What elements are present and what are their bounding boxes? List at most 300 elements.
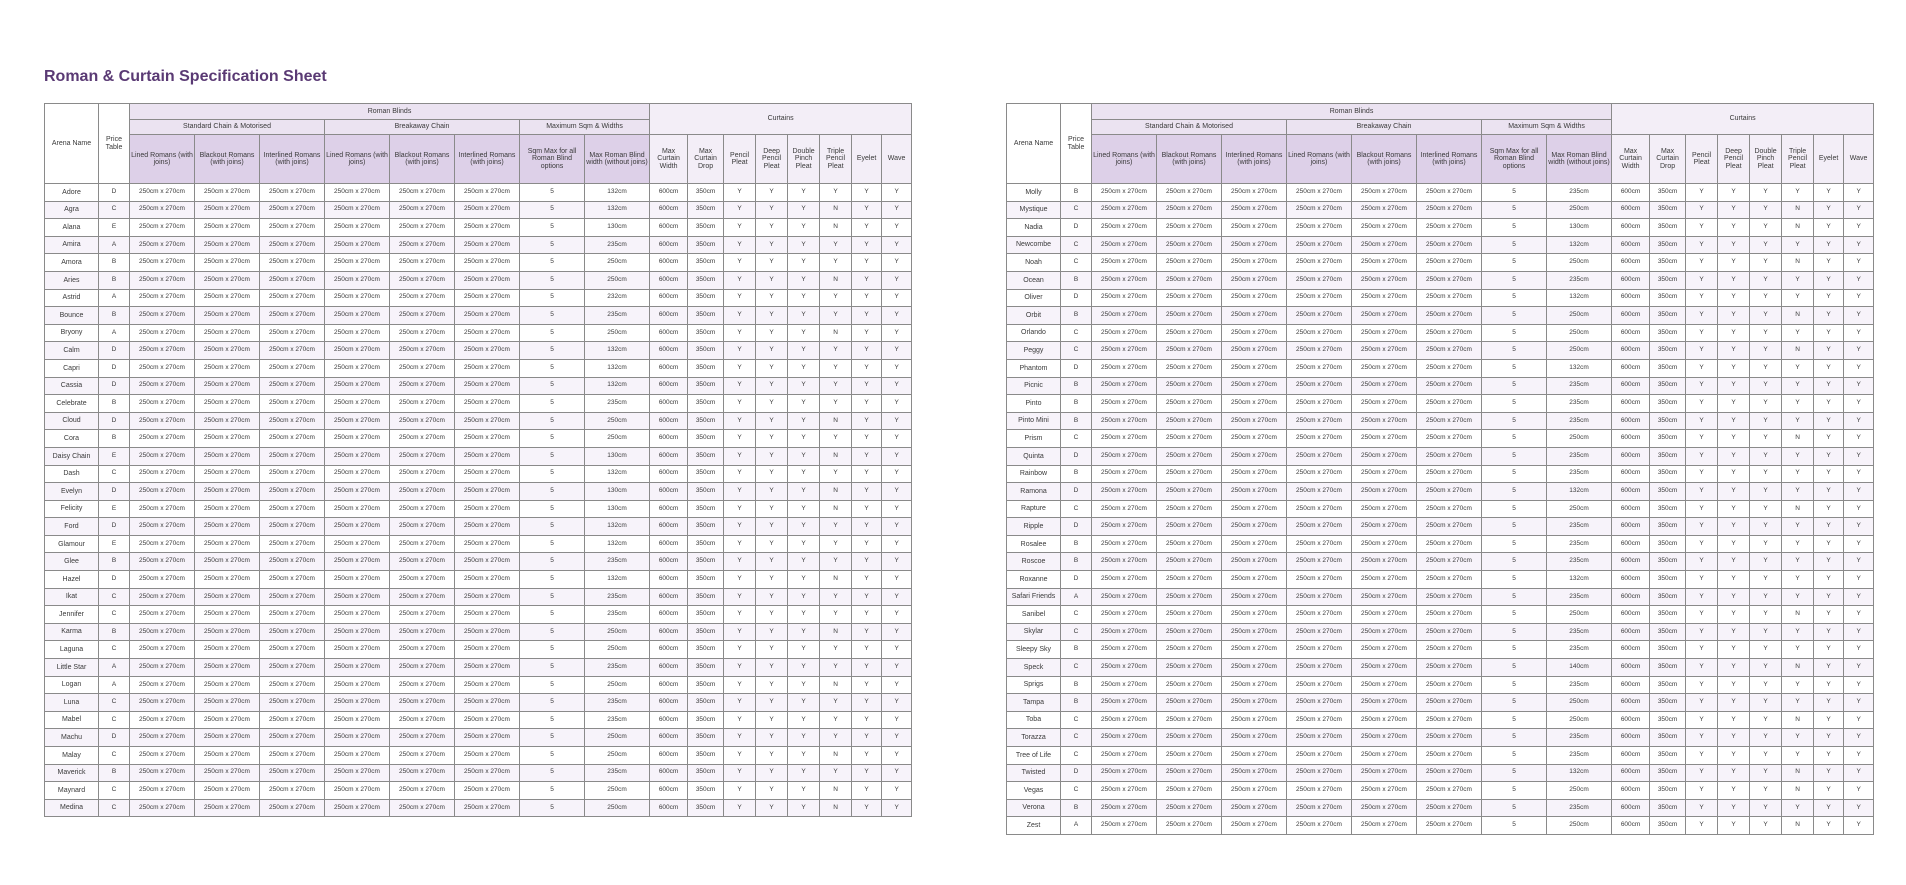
table-cell: 250cm x 270cm bbox=[1222, 324, 1287, 342]
table-cell: 250cm x 270cm bbox=[455, 324, 520, 342]
table-cell: 250cm x 270cm bbox=[1157, 764, 1222, 782]
price-table-cell: D bbox=[99, 483, 130, 501]
table-cell: 600cm bbox=[1612, 641, 1650, 659]
table-cell: Y bbox=[1814, 641, 1844, 659]
table-cell: Y bbox=[1718, 571, 1750, 589]
price-table-cell: D bbox=[1061, 764, 1092, 782]
table-cell: 250cm x 270cm bbox=[1352, 324, 1417, 342]
table-row bbox=[45, 571, 912, 589]
table-cell: 250cm x 270cm bbox=[1157, 659, 1222, 677]
table-cell: Y bbox=[820, 254, 852, 272]
table-cell: Y bbox=[1782, 324, 1814, 342]
table-cell: Y bbox=[756, 201, 788, 219]
table-cell: Y bbox=[1844, 395, 1874, 413]
table-cell: 250cm x 270cm bbox=[390, 553, 455, 571]
table-cell: 5 bbox=[520, 500, 585, 518]
table-cell: 250cm x 270cm bbox=[1222, 782, 1287, 800]
table-cell: 250cm x 270cm bbox=[195, 588, 260, 606]
table-cell: 350cm bbox=[1650, 588, 1686, 606]
table-cell: Y bbox=[788, 359, 820, 377]
table-cell: 250cm x 270cm bbox=[1417, 395, 1482, 413]
table-cell: 250cm x 270cm bbox=[1222, 641, 1287, 659]
table-cell: Y bbox=[1750, 518, 1782, 536]
table-cell: Y bbox=[756, 184, 788, 202]
table-cell: Y bbox=[788, 465, 820, 483]
table-cell: Y bbox=[882, 201, 912, 219]
table-cell: 250cm x 270cm bbox=[455, 377, 520, 395]
price-table-cell: C bbox=[1061, 782, 1092, 800]
table-cell: 250cm x 270cm bbox=[1287, 201, 1352, 219]
spec-table-right bbox=[1006, 103, 1874, 835]
table-cell: Y bbox=[724, 711, 756, 729]
table-cell: 250cm x 270cm bbox=[390, 184, 455, 202]
table-cell: Y bbox=[724, 184, 756, 202]
table-cell: 600cm bbox=[1612, 782, 1650, 800]
table-row bbox=[45, 184, 912, 202]
table-cell: 250cm x 270cm bbox=[455, 606, 520, 624]
table-cell: Y bbox=[1782, 535, 1814, 553]
col-header: Interlined Romans (with joins) bbox=[455, 135, 520, 184]
table-cell: 250cm x 270cm bbox=[325, 782, 390, 800]
arena-name-cell: Adore bbox=[45, 184, 99, 202]
arena-name-cell: Picnic bbox=[1007, 377, 1061, 395]
table-cell: Y bbox=[882, 307, 912, 325]
table-cell: 250cm x 270cm bbox=[390, 324, 455, 342]
table-cell: 250cm bbox=[585, 799, 650, 817]
table-cell: 250cm x 270cm bbox=[1092, 395, 1157, 413]
table-cell: 250cm x 270cm bbox=[1417, 289, 1482, 307]
table-cell: N bbox=[1782, 606, 1814, 624]
table-cell: 350cm bbox=[688, 395, 724, 413]
table-cell: 250cm x 270cm bbox=[390, 412, 455, 430]
table-cell: Y bbox=[852, 535, 882, 553]
table-cell: 600cm bbox=[650, 184, 688, 202]
table-cell: Y bbox=[882, 289, 912, 307]
table-cell: 250cm x 270cm bbox=[1092, 588, 1157, 606]
table-cell: 250cm x 270cm bbox=[325, 324, 390, 342]
table-row bbox=[45, 324, 912, 342]
table-cell: 250cm x 270cm bbox=[455, 500, 520, 518]
table-cell: 350cm bbox=[1650, 377, 1686, 395]
table-cell: 250cm x 270cm bbox=[325, 518, 390, 536]
table-cell: 250cm x 270cm bbox=[260, 659, 325, 677]
table-cell: 250cm x 270cm bbox=[1092, 271, 1157, 289]
table-cell: N bbox=[820, 676, 852, 694]
table-cell: 5 bbox=[1482, 201, 1547, 219]
table-cell: 250cm bbox=[1547, 430, 1612, 448]
arena-name-cell: Vegas bbox=[1007, 782, 1061, 800]
table-cell: N bbox=[820, 271, 852, 289]
table-cell: Y bbox=[882, 623, 912, 641]
table-cell: 350cm bbox=[1650, 500, 1686, 518]
price-table-cell: D bbox=[99, 359, 130, 377]
table-cell: 5 bbox=[1482, 289, 1547, 307]
table-cell: 600cm bbox=[1612, 254, 1650, 272]
table-cell: Y bbox=[724, 641, 756, 659]
table-cell: 250cm x 270cm bbox=[1417, 271, 1482, 289]
table-cell: 250cm x 270cm bbox=[260, 623, 325, 641]
table-cell: Y bbox=[1750, 342, 1782, 360]
table-cell: 250cm x 270cm bbox=[1417, 588, 1482, 606]
table-cell: Y bbox=[756, 219, 788, 237]
table-row bbox=[1007, 553, 1874, 571]
table-cell: 350cm bbox=[1650, 430, 1686, 448]
table-cell: 250cm x 270cm bbox=[195, 659, 260, 677]
table-cell: Y bbox=[724, 201, 756, 219]
table-cell: 600cm bbox=[1612, 799, 1650, 817]
table-cell: Y bbox=[1814, 430, 1844, 448]
table-cell: Y bbox=[788, 271, 820, 289]
table-cell: Y bbox=[724, 659, 756, 677]
table-cell: 350cm bbox=[688, 606, 724, 624]
col-header: Lined Romans (with joins) bbox=[130, 135, 195, 184]
table-cell: Y bbox=[788, 500, 820, 518]
table-cell: 250cm x 270cm bbox=[455, 764, 520, 782]
table-cell: Y bbox=[1718, 518, 1750, 536]
table-cell: Y bbox=[820, 377, 852, 395]
col-header: Max Curtain Width bbox=[1612, 135, 1650, 184]
table-cell: Y bbox=[1782, 799, 1814, 817]
table-cell: Y bbox=[1814, 184, 1844, 202]
table-cell: Y bbox=[1844, 254, 1874, 272]
table-cell: Y bbox=[820, 465, 852, 483]
table-cell: 250cm x 270cm bbox=[455, 307, 520, 325]
table-cell: 5 bbox=[1482, 799, 1547, 817]
table-cell: 250cm x 270cm bbox=[1287, 483, 1352, 501]
table-cell: 350cm bbox=[1650, 535, 1686, 553]
table-cell: Y bbox=[1782, 747, 1814, 765]
table-cell: 250cm x 270cm bbox=[1092, 254, 1157, 272]
table-cell: 350cm bbox=[1650, 359, 1686, 377]
table-cell: 5 bbox=[520, 676, 585, 694]
table-cell: Y bbox=[724, 289, 756, 307]
arena-name-cell: Newcombe bbox=[1007, 236, 1061, 254]
table-cell: 250cm x 270cm bbox=[1157, 219, 1222, 237]
table-row bbox=[1007, 571, 1874, 589]
table-cell: 250cm x 270cm bbox=[325, 395, 390, 413]
table-cell: Y bbox=[1844, 465, 1874, 483]
table-cell: Y bbox=[852, 553, 882, 571]
table-cell: Y bbox=[882, 764, 912, 782]
table-cell: 350cm bbox=[1650, 571, 1686, 589]
table-row bbox=[1007, 324, 1874, 342]
table-row bbox=[45, 711, 912, 729]
table-cell: 250cm x 270cm bbox=[1287, 676, 1352, 694]
table-cell: 350cm bbox=[1650, 236, 1686, 254]
table-cell: 132cm bbox=[585, 342, 650, 360]
arena-name-cell: Evelyn bbox=[45, 483, 99, 501]
table-cell: Y bbox=[724, 623, 756, 641]
table-cell: Y bbox=[852, 623, 882, 641]
table-cell: 250cm x 270cm bbox=[1417, 694, 1482, 712]
table-cell: Y bbox=[852, 307, 882, 325]
price-table-cell: B bbox=[1061, 377, 1092, 395]
table-row bbox=[45, 729, 912, 747]
table-cell: Y bbox=[1718, 201, 1750, 219]
price-table-cell: C bbox=[1061, 623, 1092, 641]
table-cell: Y bbox=[1750, 747, 1782, 765]
table-cell: 600cm bbox=[1612, 342, 1650, 360]
table-cell: 5 bbox=[520, 254, 585, 272]
table-cell: 250cm x 270cm bbox=[1222, 430, 1287, 448]
table-cell: 250cm x 270cm bbox=[1287, 307, 1352, 325]
table-cell: 250cm x 270cm bbox=[325, 465, 390, 483]
table-cell: Y bbox=[1750, 676, 1782, 694]
table-cell: Y bbox=[1814, 817, 1844, 835]
table-cell: 250cm x 270cm bbox=[325, 694, 390, 712]
table-cell: Y bbox=[1686, 483, 1718, 501]
table-cell: 250cm x 270cm bbox=[260, 412, 325, 430]
table-cell: 600cm bbox=[650, 518, 688, 536]
table-cell: 5 bbox=[520, 641, 585, 659]
table-cell: 250cm x 270cm bbox=[260, 395, 325, 413]
arena-name-cell: Capri bbox=[45, 359, 99, 377]
table-cell: 250cm x 270cm bbox=[1157, 799, 1222, 817]
table-cell: Y bbox=[1718, 271, 1750, 289]
table-cell: 250cm x 270cm bbox=[1222, 219, 1287, 237]
table-cell: 600cm bbox=[650, 236, 688, 254]
table-cell: 350cm bbox=[688, 641, 724, 659]
table-cell: 600cm bbox=[650, 694, 688, 712]
price-table-cell: B bbox=[1061, 535, 1092, 553]
table-cell: 600cm bbox=[650, 729, 688, 747]
table-cell: Y bbox=[820, 535, 852, 553]
table-cell: Y bbox=[788, 518, 820, 536]
table-cell: Y bbox=[852, 219, 882, 237]
table-cell: 600cm bbox=[1612, 606, 1650, 624]
table-cell: 250cm x 270cm bbox=[1287, 764, 1352, 782]
arena-name-cell: Bryony bbox=[45, 324, 99, 342]
table-cell: Y bbox=[852, 289, 882, 307]
table-cell: 350cm bbox=[688, 535, 724, 553]
table-cell: 250cm x 270cm bbox=[1287, 271, 1352, 289]
price-table-cell: B bbox=[99, 307, 130, 325]
table-cell: 600cm bbox=[1612, 307, 1650, 325]
table-row bbox=[45, 271, 912, 289]
table-cell: 5 bbox=[520, 465, 585, 483]
price-table-cell: A bbox=[99, 289, 130, 307]
table-cell: 250cm x 270cm bbox=[1287, 465, 1352, 483]
table-cell: Y bbox=[1718, 483, 1750, 501]
arena-name-cell: Ford bbox=[45, 518, 99, 536]
table-cell: 5 bbox=[1482, 500, 1547, 518]
table-cell: 250cm bbox=[1547, 606, 1612, 624]
table-cell: 350cm bbox=[1650, 747, 1686, 765]
table-cell: Y bbox=[820, 518, 852, 536]
table-cell: Y bbox=[882, 571, 912, 589]
table-cell: Y bbox=[1814, 606, 1844, 624]
table-cell: Y bbox=[1686, 747, 1718, 765]
table-cell: 235cm bbox=[1547, 465, 1612, 483]
table-cell: 5 bbox=[520, 694, 585, 712]
table-cell: Y bbox=[1750, 641, 1782, 659]
table-cell: 350cm bbox=[1650, 395, 1686, 413]
table-cell: 250cm x 270cm bbox=[260, 465, 325, 483]
table-cell: 350cm bbox=[1650, 711, 1686, 729]
table-cell: 250cm x 270cm bbox=[390, 500, 455, 518]
table-cell: 600cm bbox=[650, 377, 688, 395]
table-cell: 250cm x 270cm bbox=[455, 694, 520, 712]
table-cell: Y bbox=[724, 324, 756, 342]
table-cell: 600cm bbox=[1612, 553, 1650, 571]
table-cell: 250cm x 270cm bbox=[1352, 782, 1417, 800]
table-cell: 250cm x 270cm bbox=[455, 289, 520, 307]
table-cell: Y bbox=[1814, 782, 1844, 800]
table-cell: 600cm bbox=[650, 606, 688, 624]
table-cell: 235cm bbox=[1547, 184, 1612, 202]
table-cell: Y bbox=[756, 711, 788, 729]
table-cell: Y bbox=[1750, 447, 1782, 465]
table-cell: 350cm bbox=[1650, 606, 1686, 624]
table-cell: 350cm bbox=[688, 711, 724, 729]
table-cell: 250cm x 270cm bbox=[1352, 201, 1417, 219]
table-cell: 130cm bbox=[585, 500, 650, 518]
table-cell: 600cm bbox=[650, 359, 688, 377]
table-cell: 250cm x 270cm bbox=[130, 201, 195, 219]
table-cell: Y bbox=[1844, 324, 1874, 342]
table-cell: Y bbox=[820, 342, 852, 360]
table-cell: Y bbox=[724, 219, 756, 237]
table-cell: 250cm x 270cm bbox=[1157, 641, 1222, 659]
table-cell: Y bbox=[724, 606, 756, 624]
arena-name-cell: Mystique bbox=[1007, 201, 1061, 219]
table-row bbox=[45, 588, 912, 606]
table-cell: Y bbox=[788, 588, 820, 606]
table-row bbox=[45, 465, 912, 483]
table-cell: Y bbox=[852, 430, 882, 448]
table-cell: 600cm bbox=[650, 307, 688, 325]
table-cell: Y bbox=[852, 764, 882, 782]
table-cell: 5 bbox=[1482, 465, 1547, 483]
table-cell: 235cm bbox=[1547, 588, 1612, 606]
table-cell: 235cm bbox=[585, 694, 650, 712]
table-cell: Y bbox=[788, 430, 820, 448]
table-cell: 250cm x 270cm bbox=[1417, 518, 1482, 536]
table-cell: 5 bbox=[1482, 307, 1547, 325]
table-cell: 600cm bbox=[1612, 412, 1650, 430]
table-cell: 250cm x 270cm bbox=[1287, 324, 1352, 342]
table-cell: Y bbox=[1686, 412, 1718, 430]
table-cell: Y bbox=[1718, 553, 1750, 571]
table-cell: Y bbox=[724, 271, 756, 289]
price-table-cell: C bbox=[1061, 254, 1092, 272]
table-row bbox=[45, 606, 912, 624]
table-cell: Y bbox=[820, 359, 852, 377]
table-cell: 250cm x 270cm bbox=[260, 747, 325, 765]
table-cell: Y bbox=[724, 236, 756, 254]
table-cell: 350cm bbox=[1650, 799, 1686, 817]
table-cell: 250cm x 270cm bbox=[455, 395, 520, 413]
price-table-cell: D bbox=[99, 571, 130, 589]
table-cell: Y bbox=[1686, 236, 1718, 254]
table-cell: 5 bbox=[1482, 236, 1547, 254]
table-cell: Y bbox=[724, 799, 756, 817]
table-cell: Y bbox=[1782, 184, 1814, 202]
arena-name-cell: Phantom bbox=[1007, 359, 1061, 377]
table-row bbox=[45, 623, 912, 641]
table-cell: Y bbox=[1686, 729, 1718, 747]
table-cell: 600cm bbox=[650, 799, 688, 817]
table-cell: 250cm x 270cm bbox=[325, 606, 390, 624]
table-cell: 250cm x 270cm bbox=[1417, 817, 1482, 835]
table-cell: Y bbox=[756, 289, 788, 307]
arena-name-cell: Glamour bbox=[45, 535, 99, 553]
table-cell: 250cm x 270cm bbox=[260, 324, 325, 342]
table-cell: Y bbox=[1782, 236, 1814, 254]
table-cell: 250cm x 270cm bbox=[1287, 500, 1352, 518]
table-row bbox=[1007, 817, 1874, 835]
table-cell: 250cm x 270cm bbox=[260, 711, 325, 729]
table-cell: Y bbox=[788, 571, 820, 589]
table-cell: 250cm x 270cm bbox=[130, 571, 195, 589]
table-cell: 5 bbox=[520, 571, 585, 589]
table-cell: Y bbox=[788, 799, 820, 817]
header-breakaway-chain: Breakaway Chain bbox=[1287, 119, 1482, 135]
table-cell: 250cm x 270cm bbox=[390, 483, 455, 501]
table-cell: 250cm x 270cm bbox=[1092, 359, 1157, 377]
table-cell: Y bbox=[756, 694, 788, 712]
table-cell: 5 bbox=[1482, 659, 1547, 677]
table-cell: N bbox=[1782, 711, 1814, 729]
table-cell: 250cm x 270cm bbox=[390, 236, 455, 254]
table-cell: Y bbox=[1718, 782, 1750, 800]
table-cell: 5 bbox=[520, 430, 585, 448]
table-cell: Y bbox=[1814, 676, 1844, 694]
table-cell: Y bbox=[724, 764, 756, 782]
table-cell: 250cm x 270cm bbox=[1092, 307, 1157, 325]
table-cell: 250cm x 270cm bbox=[1092, 236, 1157, 254]
table-cell: 250cm x 270cm bbox=[195, 359, 260, 377]
table-cell: Y bbox=[1814, 395, 1844, 413]
arena-name-cell: Alana bbox=[45, 219, 99, 237]
table-cell: Y bbox=[1750, 500, 1782, 518]
table-row bbox=[1007, 271, 1874, 289]
table-cell: 250cm x 270cm bbox=[390, 711, 455, 729]
table-cell: Y bbox=[756, 782, 788, 800]
table-cell: Y bbox=[1844, 535, 1874, 553]
table-cell: 250cm x 270cm bbox=[1157, 606, 1222, 624]
arena-name-cell: Safari Friends bbox=[1007, 588, 1061, 606]
table-cell: 250cm x 270cm bbox=[130, 289, 195, 307]
price-table-cell: D bbox=[99, 518, 130, 536]
table-cell: Y bbox=[852, 606, 882, 624]
price-table-cell: D bbox=[99, 342, 130, 360]
table-cell: 250cm x 270cm bbox=[1417, 782, 1482, 800]
arena-name-cell: Daisy Chain bbox=[45, 447, 99, 465]
table-cell: 250cm x 270cm bbox=[1352, 729, 1417, 747]
table-cell: 5 bbox=[520, 359, 585, 377]
price-table-cell: B bbox=[99, 395, 130, 413]
table-cell: 250cm bbox=[585, 676, 650, 694]
table-cell: 250cm x 270cm bbox=[195, 342, 260, 360]
table-cell: 132cm bbox=[585, 535, 650, 553]
col-header: Max Curtain Drop bbox=[1650, 135, 1686, 184]
arena-name-cell: Glee bbox=[45, 553, 99, 571]
table-row bbox=[45, 518, 912, 536]
arena-name-cell: Speck bbox=[1007, 659, 1061, 677]
table-cell: 250cm x 270cm bbox=[1352, 535, 1417, 553]
table-cell: Y bbox=[756, 395, 788, 413]
table-cell: 250cm x 270cm bbox=[1417, 553, 1482, 571]
table-cell: 250cm x 270cm bbox=[1222, 500, 1287, 518]
table-cell: 600cm bbox=[1612, 377, 1650, 395]
table-cell: Y bbox=[1844, 483, 1874, 501]
table-cell: 350cm bbox=[688, 588, 724, 606]
table-cell: Y bbox=[788, 535, 820, 553]
table-cell: Y bbox=[1750, 483, 1782, 501]
table-cell: Y bbox=[1686, 588, 1718, 606]
table-cell: Y bbox=[1814, 623, 1844, 641]
